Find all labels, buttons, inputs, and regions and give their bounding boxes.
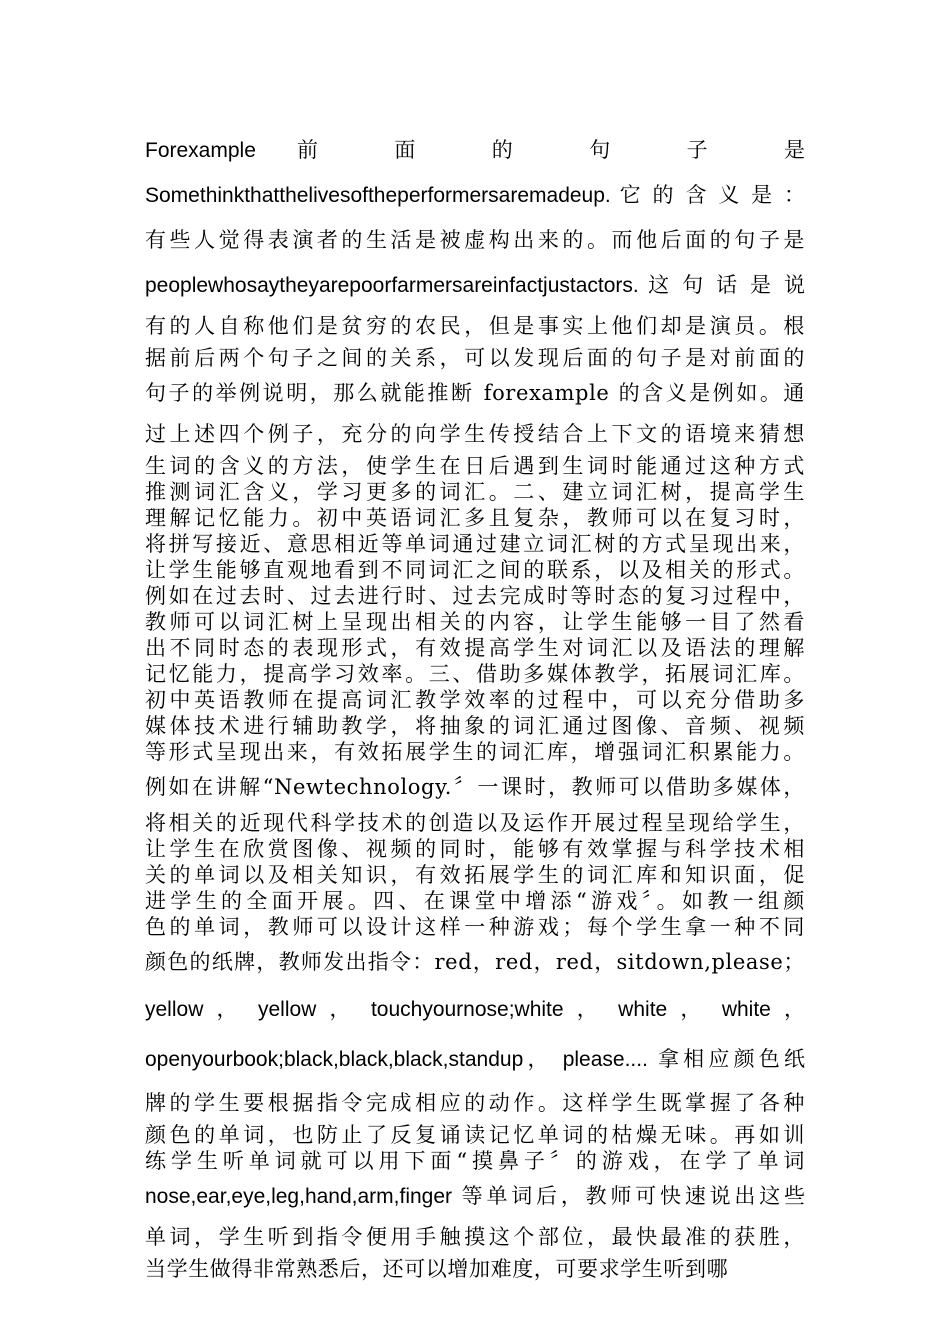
text-line: 牌的学生要根据指令完成相应的动作。这样学生既掌握了各种 (145, 1091, 805, 1115)
text-line: 例如在讲解“Newtechnology.〞一课时，教师可以借助多媒体， (145, 775, 805, 799)
text-line: 生词的含义的方法，使学生在日后遇到生词时能通过这种方式 (145, 454, 805, 478)
text-line: 将拼写接近、意思相近等单词通过建立词汇树的方式呈现出来， (145, 532, 805, 556)
text-line: openyourbook;black,black,black,standup， please.... 拿相应颜色纸 (145, 1048, 805, 1071)
text-line: 据前后两个句子之间的关系，可以发现后面的句子是对前面的 (145, 346, 805, 370)
text-line: Somethinkthatthelivesoftheperformersaremadeup. 它 的 含 义 是 ： (145, 184, 805, 207)
text-line: 教师可以词汇树上呈现出相关的内容，让学生能够一目了然看 (145, 610, 805, 634)
text-line: 等形式呈现出来，有效拓展学生的词汇库，增强词汇积累能力。 (145, 740, 805, 764)
text-line: 颜色的纸牌，教师发出指令：red，red，red，sitdown,please； (145, 950, 805, 974)
text-line: 记忆能力，提高学习效率。三、借助多媒体教学，拓展词汇库。 (145, 662, 805, 686)
text-line: 媒体技术进行辅助教学，将抽象的词汇通过图像、音频、视频 (145, 714, 805, 738)
text-line: 让学生在欣赏图像、视频的同时，能够有效掌握与科学技术相 (145, 837, 805, 861)
text-line: 色的单词，教师可以设计这样一种游戏；每个学生拿一种不同 (145, 915, 805, 939)
text-line: Forexample 前 面 的 句 子 是 (145, 139, 805, 162)
text-line: 练学生听单词就可以用下面“摸鼻子〞的游戏，在学了单词 (145, 1149, 805, 1173)
text-line: 进学生的全面开展。四、在课堂中增添“游戏〞。如教一组颜 (145, 889, 805, 913)
body-text (145, 128, 805, 1282)
text-line: 颜色的单词，也防止了反复诵读记忆单词的枯燥无味。再如训 (145, 1123, 805, 1147)
text-line: 关的单词以及相关知识，有效拓展学生的词汇库和知识面，促 (145, 863, 805, 887)
text-line: 当学生做得非常熟悉后，还可以增加难度，可要求学生听到哪 (145, 1257, 729, 1281)
text-line: 推测词汇含义，学习更多的词汇。二、建立词汇树，提高学生 (145, 480, 805, 504)
text-line: 句子的举例说明，那么就能推断 forexample 的含义是例如。通 (145, 381, 805, 405)
text-line: 有的人自称他们是贫穷的农民，但是事实上他们却是演员。根 (145, 314, 805, 338)
text-line: 例如在过去时、过去进行时、过去完成时等时态的复习过程中， (145, 584, 805, 608)
text-line: nose,ear,eye,leg,hand,arm,finger 等单词后，教师可快速说出这些 (145, 1185, 805, 1208)
text-line: yellow ， yellow ， touchyournose;white ， white ， white ， (145, 998, 805, 1021)
text-line: 单词，学生听到指令便用手触摸这个部位，最快最准的获胜， (145, 1225, 805, 1249)
text-line: 理解记忆能力。初中英语词汇多且复杂，教师可以在复习时， (145, 506, 805, 530)
text-line: 出不同时态的表现形式，有效提高学生对词汇以及语法的理解 (145, 636, 805, 660)
text-line: peoplewhosaytheyarepoorfarmersareinfactjustactors. 这 句 话 是 说 (145, 274, 805, 297)
text-line: 有些人觉得表演者的生活是被虚构出来的。而他后面的句子是 (145, 228, 805, 252)
text-line: 让学生能够直观地看到不同词汇之间的联系，以及相关的形式。 (145, 558, 805, 582)
text-line: 将相关的近现代科学技术的创造以及运作开展过程呈现给学生， (145, 811, 805, 835)
text-line: 初中英语教师在提高词汇教学效率的过程中，可以充分借助多 (145, 688, 805, 712)
text-line: 过上述四个例子，充分的向学生传授结合上下文的语境来猜想 (145, 422, 805, 446)
